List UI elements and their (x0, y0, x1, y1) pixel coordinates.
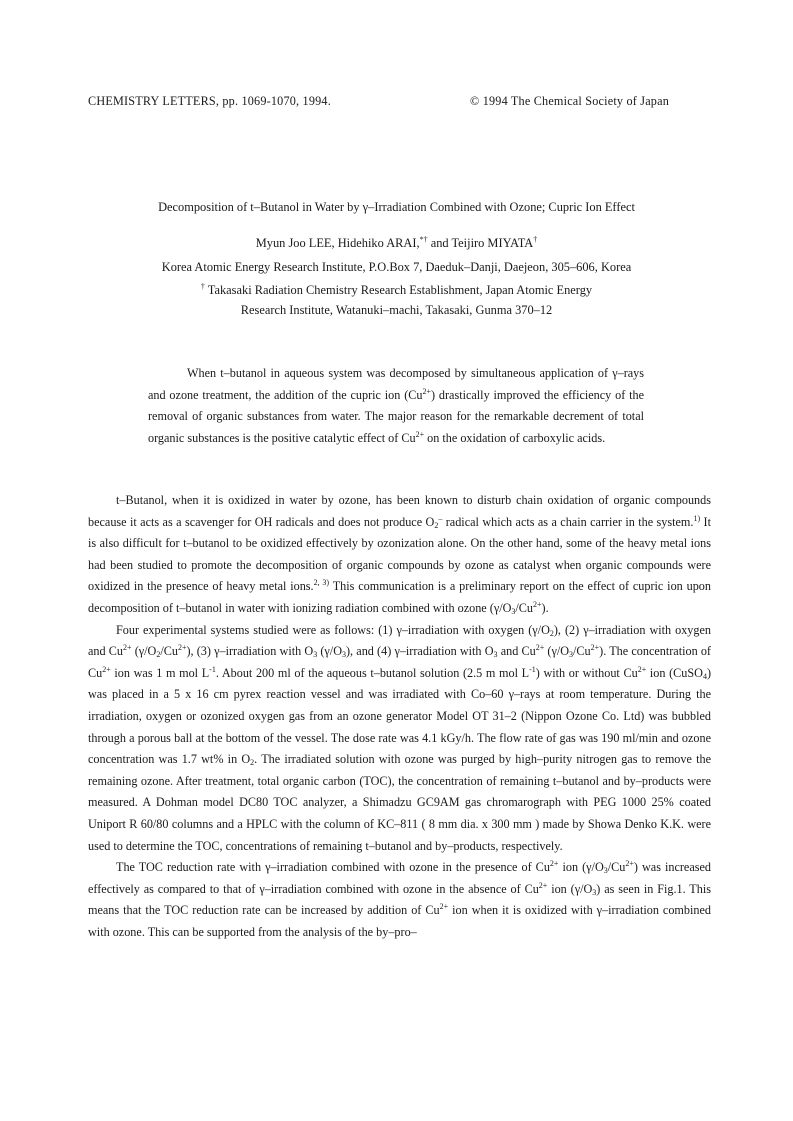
affiliation-2: † Takasaki Radiation Chemistry Research Establishment, Japan Atomic Energy (200, 282, 593, 297)
copyright-notice: © 1994 The Chemical Society of Japan (470, 94, 670, 108)
author-name: Hidehiko ARAI, (337, 236, 420, 250)
paragraph: The TOC reduction rate with γ–irradiation combined with ozone in the presence of $Cu^{2+}$ ion $(\gamma/O_3/Cu^{2+})$ was increased effectively as compared to that of γ–irradiation combined with ozone in the absence of $Cu^{2+}$ ion $(\gamma/O_3)$ as seen in Fig.1. This means that the TOC reduction rate can be increased by addition of $Cu^{2+}$ ion when it is oxidized with γ–irradiation combined with ozone. This can be supported from the analysis of the by–pro– (88, 859, 711, 939)
paragraph: t–Butanol, when it is oxidized in water by ozone, has been known to disturb chain oxidation of organic compounds because it acts as a scavenger for OH radicals and does not produce $O_2^-$ radical which acts as a chain carrier in the system.$^{1)}$ It is also difficult for t–butanol to be oxidized effectively by ozonization alone. On the other hand, some of the heavy metal ions had been studied to promote the decomposition of organic compounds by ozone as catalyst when organic compounds were oxidized in the presence of heavy metal ions.$^{2, 3)}$ This communication is a preliminary report on the effect of cupric ion upon decomposition of t–butanol in water with ionizing radiation combined with ozone $(\gamma/O_3/Cu^{2+})$. (88, 493, 711, 616)
author-line (0, 236, 793, 251)
paper-title: Decomposition of t–Butanol in Water by γ–Irradiation Combined with Ozone; Cupric Ion Effect (158, 200, 635, 214)
journal-citation: CHEMISTRY LETTERS, pp. 1069-1070, 1994. (88, 94, 331, 108)
abstract (148, 363, 644, 449)
paragraph: Four experimental systems studied were as follows: (1) γ–irradiation with oxygen $(\gamma/O_2)$, (2) γ–irradiation with oxygen and $Cu^{2+}$ $(\gamma/O_2/Cu^{2+})$, (3) γ–irradiation with $O_3$ $(\gamma/O_3)$, and (4) γ–irradiation with $O_3$ and $Cu^{2+}$ $(\gamma/O_3/Cu^{2+})$. The concentration of $Cu^{2+}$ ion was 1 m mol $L^{-1}$. About 200 ml of the aqueous t–butanol solution (2.5 m mol $L^{-1}$) with or without $Cu^{2+}$ ion (CuSO$_4$) was placed in a 5 x 16 cm pyrex reaction vessel and was irradiated with Co–60 γ–rays at room temperature. During the irradiation, oxygen or ozonized oxygen gas from an ozone generator Model OT 31–2 (Nippon Ozone Co. Ltd) was bubbled through a porous ball at the bottom of the vessel. The dose rate was 4.1 kGy/h. The flow rate of gas was 190 ml/min and ozone concentration was 1.7 wt% in $O_2$. The irradiated solution with ozone was purged by high–purity nitrogen gas to remove the remaining ozone. After treatment, total organic carbon (TOC), the concentration of remaining t–butanol and by–products were measured. A Dohman model DC80 TOC analyzer, a Shimadzu GC9AM gas chromarograph with PEG 1000 25% coated Uniport R 60/80 columns and a HPLC with the column of KC–811 ( 8 mm dia. x 300 mm ) made by Showa Denko K.K. were used to determine the TOC, concentrations of remaining t–butanol and by–products, respectively. (88, 622, 711, 853)
affiliation-mark: † (200, 282, 205, 291)
affiliation-3: Research Institute, Watanuki–machi, Takasaki, Gunma 370–12 (240, 303, 553, 317)
body-text (88, 490, 711, 943)
affiliation-1: Korea Atomic Energy Research Institute, P.O.Box 7, Daeduk–Danji, Daejeon, 305–606, Korea (161, 260, 632, 274)
author-name: Myun Joo LEE, (255, 236, 335, 250)
author-name: Teijiro MIYATA (451, 236, 534, 250)
reference-mark: 1) (693, 513, 701, 523)
corresponding-mark: *† (419, 235, 428, 244)
affiliation-mark: † (533, 235, 538, 244)
reference-mark: 2, 3) (313, 578, 330, 588)
conjunction: and (430, 236, 449, 250)
abstract-text: When t–butanol in aqueous system was decomposed by simultaneous application of γ–rays and ozone treatment, the addition of the cupric ion $(Cu^{2+})$ drastically improved the efficiency of the removal of organic substances from water. The major reason for the remarkable decrement of total organic substances is the positive catalytic effect of $Cu^{2+}$ on the oxidation of carboxylic acids. (148, 366, 644, 445)
